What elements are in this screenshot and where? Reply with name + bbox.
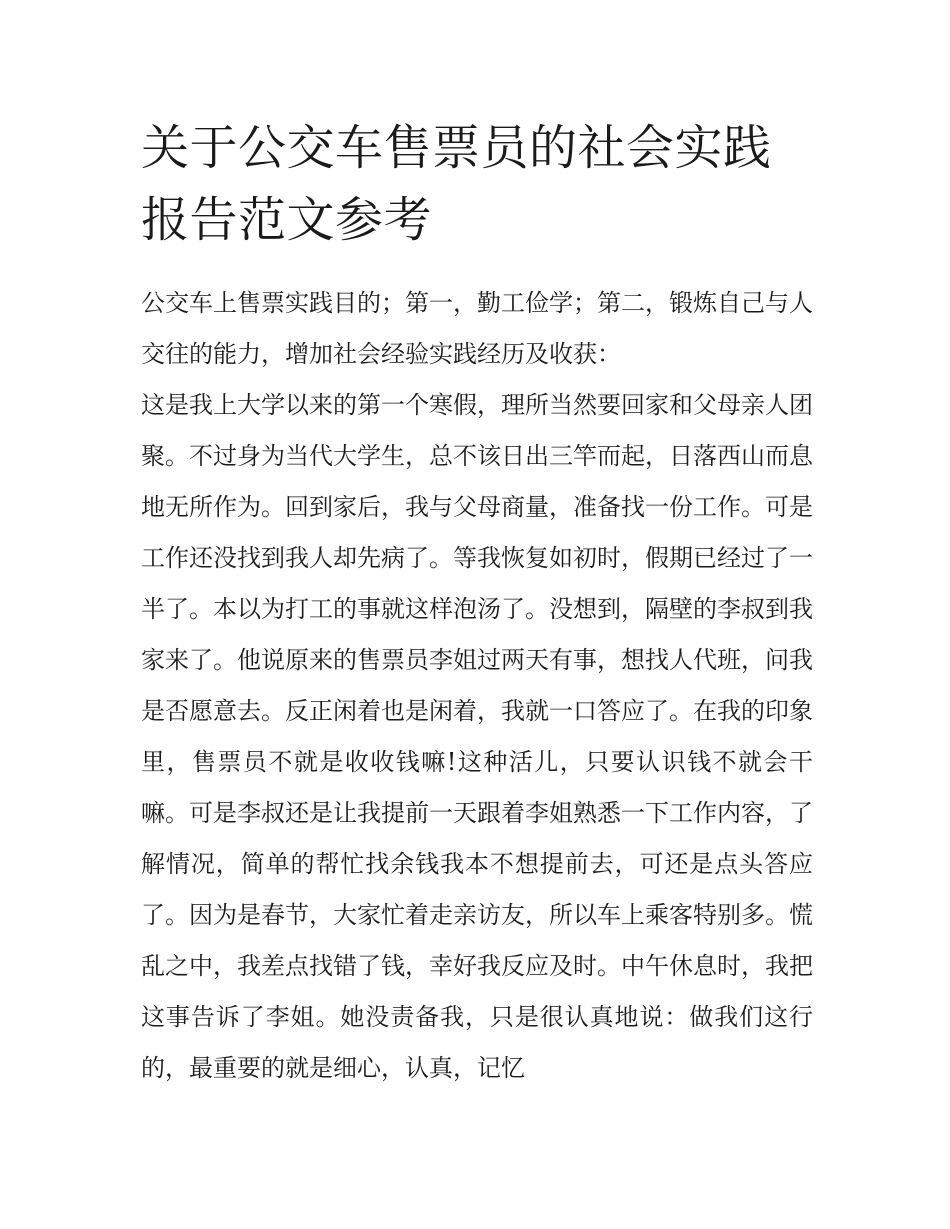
paragraph-purpose: 公交车上售票实践目的；第一，勤工俭学；第二，锻炼自己与人交往的能力，增加社会经验实践经历及收获： [141,289,813,368]
document-page [141,112,813,1094]
document-title: 关于公交车售票员的社会实践报告范文参考 [141,120,772,248]
paragraph-body: 这是我上大学以来的第一个寒假，理所当然要回家和父母亲人团聚。不过身为当代大学生，总不该日出三竿而起，日落西山而息地无所作为。回到家后，我与父母商量，准备找一份工作。可是工作还没找到我人却先病了。等我恢复如初时，假期已经过了一半了。本以为打工的事就这样泡汤了。没想到，隔壁的李叔到我家来了。他说原来的售票员李姐过两天有事，想找人代班，问我是否愿意去。反正闲着也是闲着，我就一口答应了。在我的印象里，售票员不就是收收钱嘛!这种活儿，只要认识钱不就会干嘛。可是李叔还是让我提前一天跟着李姐熟悉一下工作内容，了解情况，简单的帮忙找余钱我本不想提前去，可还是点头答应了。因为是春节，大家忙着走亲访友，所以车上乘客特别多。慌乱之中，我差点找错了钱，幸好我反应及时。中午休息时，我把这事告诉了李姐。她没责备我，只是很认真地说：做我们这行的，最重要的就是细心，认真，记忆 [141,391,813,1082]
